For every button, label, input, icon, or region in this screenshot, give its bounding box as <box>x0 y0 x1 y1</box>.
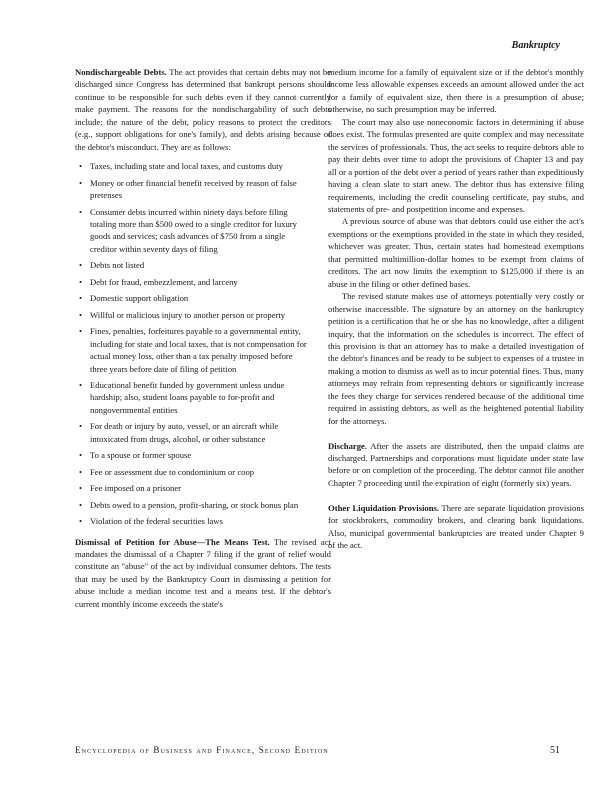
bullet-icon: • <box>79 293 83 304</box>
paragraph-continued: medium income for a family of equivalent size or if the debtor's monthly income less allowable expenses exceeds an amount allowed under the act for a family of equivalent size, then there is a presumption of abuse; otherwise, no such presumption may be inferred. <box>328 67 584 115</box>
list-item <box>75 292 310 304</box>
paragraph-noneconomic-factors: The court may also use noneconomic factors in determining if abuse does exist. The formulas presented are quite complex and may necessitate the services of professionals. Thus, the act seeks to require debtors able to pay their debts over time to adopt the provisions of Chapter 13 and pay all or a portion of the debt over a period of years rather than expeditiously having a clean slate to start anew. The debtor thus has extensive filing requirements, including the credit counseling certificate, pay stubs, and statements of pre- and postpetition income and expenses. <box>328 116 584 214</box>
other-liquidation-heading: Other Liquidation Provisions. <box>328 502 440 513</box>
paragraph-text: The act provides that certain debts may not be discharged since Congress has determined that bankrupt persons should continue to be responsible for such debts even if they cannot currently make payment. The reasons for the nondischargability of such debts include: the nature of the debt, policy reasons to protect the creditors (e.g., support obligations for one's family), and debts arising because of the debtor's misconduct. They are as follows: <box>75 67 331 152</box>
running-head: Bankruptcy <box>511 40 560 51</box>
bullet-icon: • <box>79 499 83 510</box>
list-item-text: Debts owed to a pension, profit-sharing, or stock bonus plan <box>90 499 299 510</box>
list-item <box>75 177 310 202</box>
bullet-icon: • <box>79 326 83 337</box>
bullet-icon: • <box>79 450 83 461</box>
list-item <box>75 276 310 288</box>
footer-publication-title: Encyclopedia of Business and Finance, Second Edition <box>75 745 329 755</box>
paragraph-attorneys: The revised statute makes use of attorneys potentially very costly or otherwise inaccessible. The signature by an attorney on the bankruptcy petition is a certification that he or she has no knowledge, after a diligent inquiry, that the information on the schedules is incorrect. The effect of this provision is that an attorney has to make a detailed investigation of the debtor's finances and be ready to be subject to expenses of a trustee in making a motion to dismiss as well as to incur potential fines. Thus, many attorneys may refrain from representing debtors or significantly increase the fees they charge for services rendered because of the additional time required in assisting debtors, as well as the heightened potential liability for the attorneys. <box>328 291 584 426</box>
list-item-text: For death or injury by auto, vessel, or an aircraft while intoxicated from drugs, alcohol, or other substance <box>90 421 279 444</box>
list-item <box>75 499 310 511</box>
bullet-icon: • <box>79 161 83 172</box>
discharge-heading: Discharge. <box>328 440 368 451</box>
paragraph-text: The revised act mandates the dismissal of a Chapter 7 filing if the grant of relief would constitute an "abuse" of the act by individual consumer debtors. The tests that may be used by the Bankruptcy Court in dismissing a petition for abuse include a median income test and a means test. If the debtor's current monthly income exceeds the state's <box>75 536 331 609</box>
bullet-icon: • <box>79 483 83 494</box>
list-item <box>75 515 310 527</box>
page-number: 51 <box>550 745 560 756</box>
nondischargeable-debts-list <box>75 160 331 527</box>
list-item-text: Fines, penalties, forfeitures payable to a governmental entity, including for state and local taxes, that is not compensation for actual money loss, other than a tax penalty imposed before three years before date of filing of petition <box>90 326 307 374</box>
bullet-icon: • <box>79 177 83 188</box>
list-item-text: Willful or malicious injury to another person or property <box>90 309 286 320</box>
list-item-text: Fee or assessment due to condominium or coop <box>90 466 255 477</box>
bullet-icon: • <box>79 379 83 390</box>
list-item-text: Violation of the federal securities laws <box>90 516 223 527</box>
nondischargeable-debts-paragraph <box>75 66 331 153</box>
right-column <box>328 66 584 552</box>
paragraph-text: There are separate liquidation provisions for stockbrokers, commodity brokers, and clearing bank liquidations. Also, municipal governmental bankruptcies are treated under Chapter 9 of the act. <box>328 502 584 551</box>
bullet-icon: • <box>79 260 83 271</box>
list-item-text: To a spouse or former spouse <box>90 450 192 461</box>
list-item <box>75 309 310 321</box>
list-item-text: Debt for fraud, embezzlement, and larceny <box>90 276 238 287</box>
list-item <box>75 206 310 256</box>
bullet-icon: • <box>79 421 83 432</box>
list-item-text: Debts not listed <box>90 260 145 271</box>
bullet-icon: • <box>79 276 83 287</box>
list-item-text: Domestic support obligation <box>90 293 189 304</box>
other-liquidation-paragraph <box>328 502 584 552</box>
bullet-icon: • <box>79 206 83 217</box>
list-item <box>75 482 310 494</box>
list-item-text: Fee imposed on a prisoner <box>90 483 182 494</box>
list-item <box>75 379 310 416</box>
list-item-text: Consumer debts incurred within ninety days before filing totaling more than $500 owed to a single creditor for luxury goods and services; cash advances of $750 from a single creditor within seventy days of filing <box>90 206 297 254</box>
list-item <box>75 466 310 478</box>
bullet-icon: • <box>79 309 83 320</box>
list-item <box>75 259 310 271</box>
list-item-text: Money or other financial benefit received by reason of false pretenses <box>90 177 297 201</box>
list-item <box>75 449 310 461</box>
paragraph-text: After the assets are distributed, then the unpaid claims are discharged. Partnerships and corporations must liquidate under state law before or on completion of the proceeding. The debtor cannot file another Chapter 7 proceeding until the expiration of eight (formerly six) years. <box>328 440 584 488</box>
paragraph-exemptions: A previous source of abuse was that debtors could use either the act's exemptions or the exemptions provided in the state in which they resided, whichever was greater. Thus, certain states had homestead exemptions that permitted multimillion-dollar homes to be exempt from claims of creditors. The act now limits the exemption to $125,000 if there is an abuse in the filing or other defined bases. <box>328 216 584 289</box>
nondischargeable-debts-heading: Nondischargeable Debts. <box>75 67 167 77</box>
list-item <box>75 325 310 375</box>
list-item-text: Educational benefit funded by government unless undue hardship; also, student loans payable to for-profit and nongovernmental entities <box>90 379 285 415</box>
bullet-icon: • <box>79 516 83 527</box>
left-column <box>75 66 331 610</box>
list-item-text: Taxes, including state and local taxes, and customs duty <box>90 161 283 172</box>
dismissal-paragraph <box>75 536 331 611</box>
list-item <box>75 160 310 172</box>
list-item <box>75 420 310 445</box>
dismissal-heading: Dismissal of Petition for Abuse—The Means Test. <box>75 536 270 547</box>
discharge-paragraph <box>328 440 584 490</box>
bullet-icon: • <box>79 466 83 477</box>
